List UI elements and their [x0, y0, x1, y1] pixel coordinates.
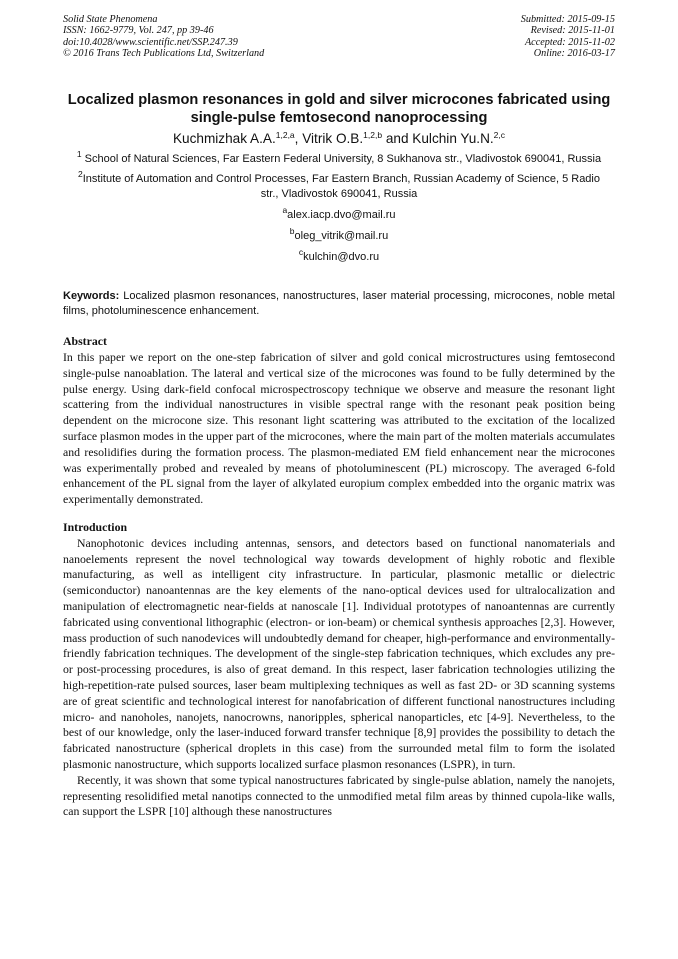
introduction-paragraph: Nanophotonic devices including antennas, sensors, and detectors based on functional nanomaterials and nanoelements represent the novel technological way towards development of highly robotic and flexible manufacturing, as well as intelligent city infrastructure. In particular, plasmonic metallic or dielectric (semiconductor) nanoantennas are the key elements of the nano-optical devices used for ultralocalization and manipulation of electromagnetic near-fields at nanoscale [1]. Individual prototypes of nanoantennas are currently fabricated using conventional lithographic (electron- or ion-beam) or chemical synthesis approaches [2,3]. However, mass production of such nanodevices will undoubtedly demand for cheaper, high-performance and environmentally-friendly fabrication techniques. The development of the single-step fabrication techniques, which excludes any pre- or post-processing procedures, is also of great demand. In this respect, laser fabrication technologies utilizing the high-repetition-rate pulsed sources, laser beam multiplexing techniques as well as fast 2D- or 3D scanning systems are of great scientific and technological interest for nanofabrication of different functional nanostructures including micro- and nanoholes, nanojets, nanocrowns, nanoripples, spherical nanoparticles, etc [4-9]. Nevertheless, to the best of our knowledge, only the laser-induced forward transfer technique [8,9] provides the possibility to detach the fabricated nanostructure (spherical droplets in this case) from the surrounded metal film to form the isolated plasmonic nanostructure, which supports localized surface plasmon resonances (LSPR), in turn.	[63, 535, 615, 771]
author-email	[63, 247, 615, 265]
abstract-heading: Abstract	[63, 334, 107, 349]
affiliation-mark: 2	[77, 169, 83, 180]
author-affiliation-mark: 1,2,a	[275, 130, 295, 141]
journal-info	[63, 14, 264, 59]
author-separator: and	[382, 131, 413, 147]
submitted-date: Submitted: 2015-09-15	[520, 14, 615, 25]
keywords-text: Localized plasmon resonances, nanostructures, laser material processing, microcones, noble metal films, photoluminescence enhancement.	[63, 290, 615, 318]
affiliation-text: School of Natural Sciences, Far Eastern Federal University, 8 Sukhanova str., Vladivostok 690041, Russia	[81, 153, 602, 166]
affiliation-mark: 1	[76, 149, 82, 160]
author-list	[63, 130, 615, 147]
email-mark: c	[298, 247, 304, 258]
keywords	[63, 289, 615, 319]
doi-line: doi:10.4028/www.scientific.net/SSP.247.39	[63, 36, 238, 48]
email-link[interactable]: oleg_vitrik@mail.ru	[294, 230, 389, 243]
introduction-paragraph: Recently, it was shown that some typical nanostructures fabricated by single-pulse ablation, namely the nanojets, representing resolidified metal nanotips connected to the unmodified metal film areas by thinned cupola-like walls, can support the LSPR [10] although these nanostructures	[63, 772, 615, 819]
issn-line: ISSN: 1662-9779, Vol. 247, pp 39-46	[63, 25, 214, 37]
affiliation	[63, 149, 615, 167]
affiliation-text: Institute of Automation and Control Processes, Far Eastern Branch, Russian Academy of Science, 5 Radio str., Vladivostok 690041, Russia	[82, 173, 600, 201]
author-name: Kuchmizhak A.A.	[172, 131, 276, 147]
revised-date: Revised: 2015-11-01	[530, 25, 615, 37]
accepted-date: Accepted: 2015-11-02	[524, 36, 615, 48]
abstract-section	[63, 334, 615, 508]
introduction-section	[63, 520, 615, 820]
email-mark: b	[289, 226, 295, 237]
author-affiliation-mark: 1,2,b	[363, 130, 383, 141]
email-link[interactable]: kulchin@dvo.ru	[303, 251, 380, 264]
abstract-text: In this paper we report on the one-step fabrication of silver and gold conical microstructures using femtosecond single-pulse nanoablation. The lateral and vertical size of the microcones was found to be fully determined by the pulse energy. Using dark-field confocal microspectroscopy technique we observe and measure the resonant light scattering from the individual nanostructures in visible spectral range with the resonant peak position being dependent on the microcone size. This resonant light scattering was attributed to the excitation of the localized surface plasmon modes in the upper part of the microcones, where the main part of the molten materials accumulates and resolidifies during the formation process. The plasmon-mediated EM field enhancement near the microcones was experimentally probed and revealed by means of photoluminescent (PL) microscopy. The averaged 6-fold enhancement of the PL signal from the layer of alkylated europium complex embedded into the organic matrix was experimentally demonstrated.	[63, 349, 615, 507]
paper-title: Localized plasmon resonances in gold and silver microcones fabricated using single-pulse femtosecond nanoprocessing	[67, 92, 611, 127]
email-link[interactable]: alex.iacp.dvo@mail.ru	[287, 209, 396, 222]
email-mark: a	[282, 205, 288, 216]
keywords-label: Keywords:	[63, 290, 120, 303]
introduction-heading: Introduction	[63, 519, 128, 534]
journal-header	[63, 14, 615, 59]
copyright-line: © 2016 Trans Tech Publications Ltd, Switzerland	[63, 47, 265, 59]
publication-dates	[521, 14, 615, 59]
affiliation	[63, 169, 615, 202]
author-email	[63, 205, 615, 223]
author-name: Kulchin Yu.N.	[412, 131, 494, 147]
journal-name: Solid State Phenomena	[63, 14, 158, 25]
author-affiliation-mark: 2,c	[493, 130, 506, 141]
author-email	[63, 226, 615, 244]
author-name: Vitrik O.B.	[302, 131, 364, 147]
author-separator: ,	[294, 131, 303, 147]
online-date: Online: 2016-03-17	[533, 47, 615, 59]
